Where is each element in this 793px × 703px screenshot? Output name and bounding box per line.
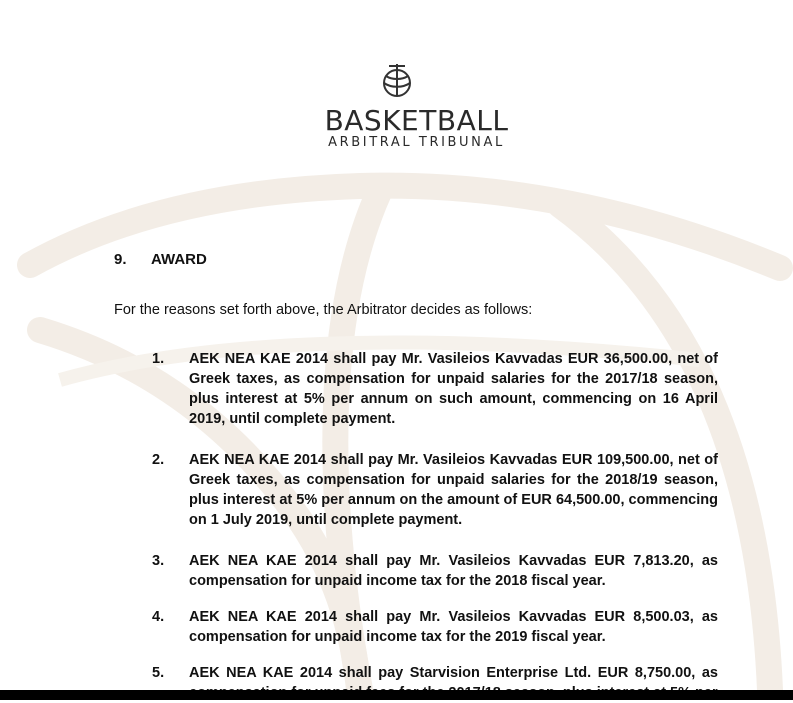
- basketball-scales-icon: [377, 62, 417, 102]
- logo-subtitle: ARBITRAL TRIBUNAL: [328, 135, 505, 150]
- award-number: 2.: [152, 452, 165, 468]
- award-number: 1.: [152, 351, 165, 367]
- award-item: [152, 607, 718, 647]
- award-text: AEK NEA KAE 2014 shall pay Mr. Vasileios Kavvadas EUR 109,500.00, net of Greek taxes, as compensation for unpaid salaries for the 2018/19 season, plus interest at 5% per annum on the amount of EUR 64,500.00, commencing on 1 July 2019, until complete payment.: [189, 452, 718, 528]
- tribunal-logo: [0, 62, 793, 150]
- award-item: [152, 450, 718, 530]
- award-list: [152, 349, 718, 703]
- award-number: 3.: [152, 553, 165, 569]
- intro-paragraph: For the reasons set forth above, the Arbitrator decides as follows:: [114, 302, 533, 318]
- award-text: AEK NEA KAE 2014 shall pay Starvision Enterprise Ltd. EUR 8,750.00, as: [189, 665, 718, 681]
- section-number: 9.: [114, 251, 127, 268]
- award-text: AEK NEA KAE 2014 shall pay Mr. Vasileios Kavvadas EUR 8,500.03, as compensation for unpaid income tax for the 2019 fiscal year.: [189, 609, 718, 645]
- award-text: AEK NEA KAE 2014 shall pay Mr. Vasileios Kavvadas EUR 36,500.00, net of Greek taxes, as compensation for unpaid salaries for the 2017/18 season, plus interest at 5% per annum on such amount, commencing on 16 April 2019, until complete payment.: [189, 351, 718, 427]
- section-title: AWARD: [151, 251, 207, 268]
- section-heading: [114, 251, 207, 268]
- award-number: 5.: [152, 665, 165, 681]
- award-number: 4.: [152, 609, 165, 625]
- viewer-bottom-bar: [0, 690, 793, 700]
- award-item: [152, 349, 718, 429]
- award-text: AEK NEA KAE 2014 shall pay Mr. Vasileios Kavvadas EUR 7,813.20, as compensation for unpaid income tax for the 2018 fiscal year.: [189, 553, 718, 589]
- logo-title: BASKETBALL: [324, 104, 509, 137]
- award-item: [152, 551, 718, 591]
